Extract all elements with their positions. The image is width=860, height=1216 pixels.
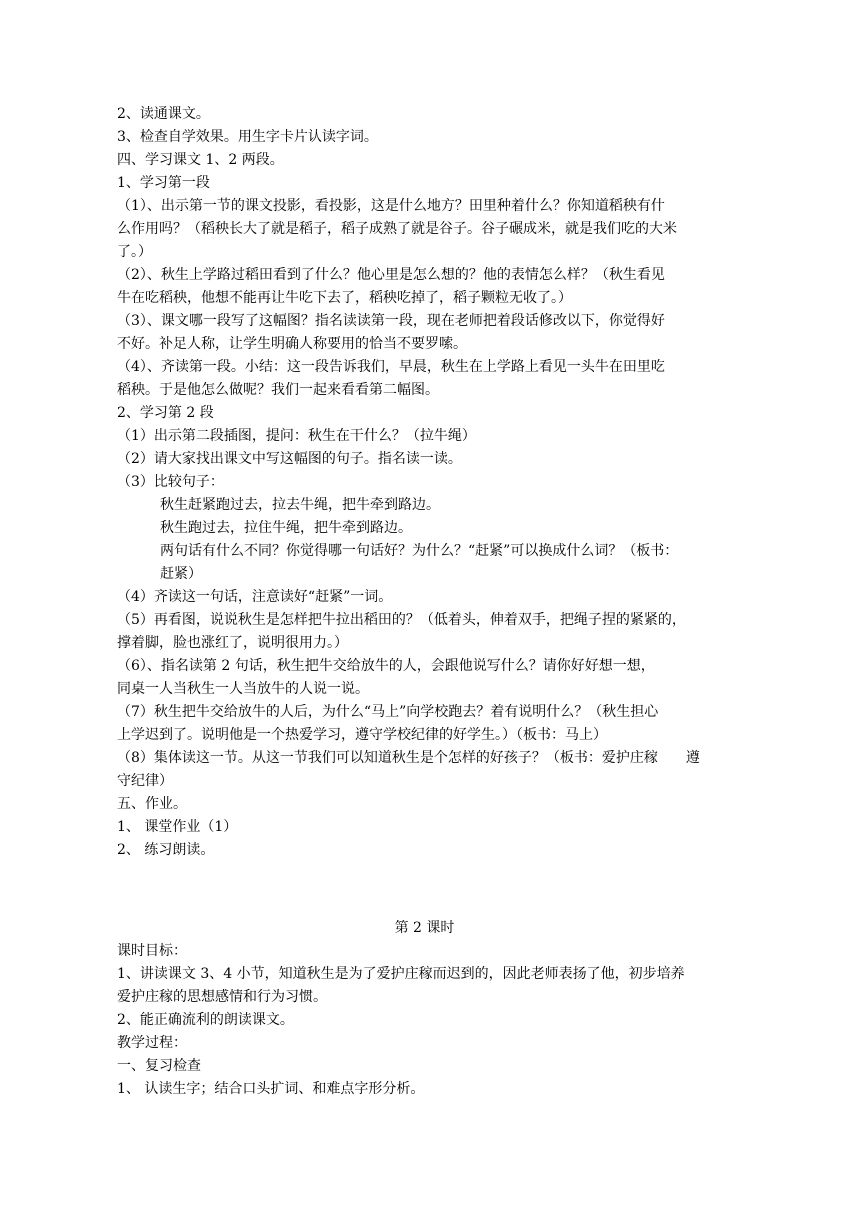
text-line: 爱护庄稼的思想感情和行为习惯。	[117, 989, 327, 1005]
section-two	[117, 940, 732, 1101]
text-line: 了。）	[117, 244, 152, 260]
text-line: 同桌一人当秋生一人当放牛的人说一说。	[117, 681, 369, 697]
text-line: 牛在吃稻秧，他想不能再让牛吃下去了，稻秧吃掉了，稻子颗粒无收了。）	[117, 290, 572, 306]
text-line: （8）集体读这一节。从这一节我们可以知道秋生是个怎样的好孩子？（板书：爱护庄稼 遵	[117, 750, 700, 766]
section-one	[117, 103, 732, 862]
text-line: （6）、指名读第 2 句话，秋生把牛交给放牛的人，会跟他说写什么？请你好好想一想，	[117, 658, 655, 674]
text-line: （5）再看图，说说秋生是怎样把牛拉出稻田的？（低着头，伸着双手，把绳子捏的紧紧的，	[117, 612, 686, 628]
text-line: （1）、出示第一节的课文投影，看投影，这是什么地方？田里种着什么？你知道稻秧有什	[117, 198, 665, 214]
lesson-title: 第 2 课时	[394, 920, 455, 936]
text-line: （1）出示第二段插图，提问：秋生在干什么？（拉牛绳）	[117, 428, 476, 444]
text-line: 上学迟到了。说明他是一个热爱学习，遵守学校纪律的好学生。）（板书：马上）	[117, 727, 607, 743]
text-line: 1、 认读生字；结合口头扩词、和难点字形分析。	[117, 1081, 425, 1097]
text-line: （2）请大家找出课文中写这幅图的句子。指名读一读。	[117, 451, 462, 467]
text-line: （3）、课文哪一段写了这幅图？指名读读第一段，现在老师把着段话修改以下，你觉得好	[117, 313, 665, 329]
text-line: 两句话有什么不同？你觉得哪一句话好？为什么？“赶紧”可以换成什么词？（板书：	[160, 543, 679, 559]
text-line: （4）、齐读第一段。小结：这一段告诉我们，早晨，秋生在上学路上看见一头牛在田里吃	[117, 359, 665, 375]
text-line: 1、讲读课文 3、4 小节，知道秋生是为了爱护庄稼而迟到的，因此老师表扬了他，初步培养	[117, 966, 685, 982]
text-line: 秋生赶紧跑过去，拉去牛绳，把牛牵到路边。	[160, 497, 440, 513]
text-line: 不好。补足人称，让学生明确人称要用的恰当不要罗嗦。	[117, 336, 467, 352]
lesson-title-wrap	[117, 917, 732, 940]
text-line: 四、学习课文 1、2 两段。	[117, 152, 284, 168]
text-line: （2）、秋生上学路过稻田看到了什么？他心里是怎么想的？他的表情怎么样？（秋生看见	[117, 267, 665, 283]
text-line: 稻秧。于是他怎么做呢？我们一起来看看第二幅图。	[117, 382, 439, 398]
text-line: 2、读通课文。	[117, 106, 210, 122]
text-line: 一、复习检查	[117, 1058, 201, 1074]
text-line: （7）秋生把牛交给放牛的人后，为什么“马上”向学校跑去？着有说明什么？（秋生担心	[117, 704, 659, 720]
text-line: 3、检查自学效果。用生字卡片认读字词。	[117, 129, 378, 145]
text-line: 课时目标：	[117, 943, 187, 959]
text-line: 赶紧）	[160, 566, 202, 582]
text-line: （4）齐读这一句话，注意读好“赶紧”一词。	[117, 589, 393, 605]
text-line: 1、学习第一段	[117, 175, 210, 191]
text-line: 么作用吗？（稻秧长大了就是稻子，稻子成熟了就是谷子。谷子碾成米，就是我们吃的大米	[117, 221, 677, 237]
text-line: 教学过程：	[117, 1035, 187, 1051]
text-line: 2、 练习朗读。	[117, 842, 215, 858]
text-line: 五、作业。	[117, 796, 187, 812]
text-line: 守纪律）	[117, 773, 173, 789]
text-line: 2、学习第 2 段	[117, 405, 214, 421]
text-line: 撑着脚，脸也涨红了，说明很用力。）	[117, 635, 348, 651]
text-line: （3）比较句子：	[117, 474, 224, 490]
text-line: 1、 课堂作业（1）	[117, 819, 238, 835]
text-line: 秋生跑过去，拉住牛绳，把牛牵到路边。	[160, 520, 412, 536]
text-line: 2、能正确流利的朗读课文。	[117, 1012, 294, 1028]
